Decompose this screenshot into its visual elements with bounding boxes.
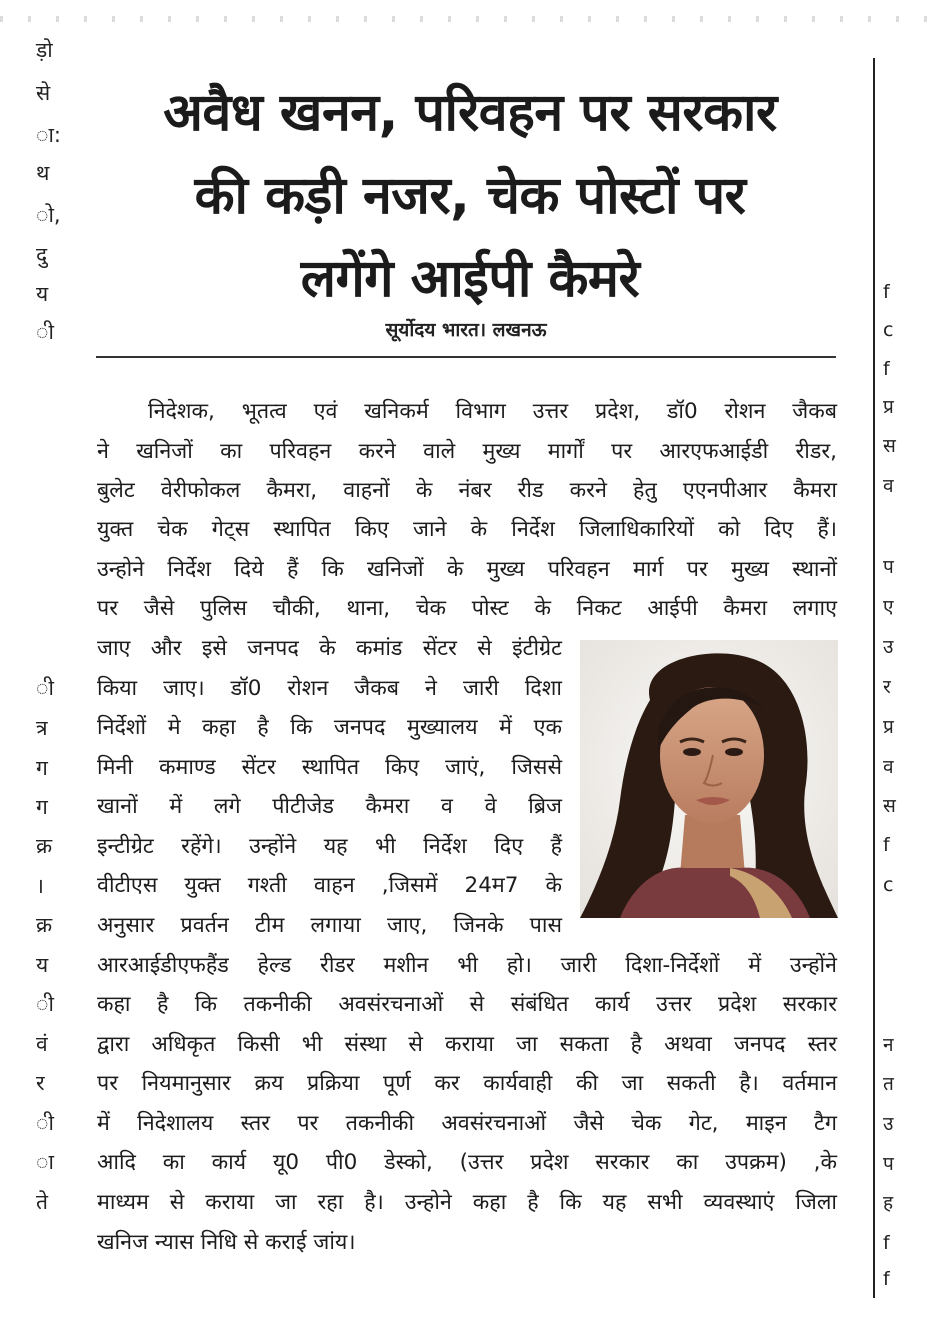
left-fragment: से: [36, 81, 51, 105]
body-line: बुलेट वेरीफोकल कैमरा, वाहनों के नंबर रीड करने हेतु एएनपीआर कैमरा: [97, 478, 837, 503]
right-fragment: प्र: [883, 396, 894, 418]
right-fragment: स: [883, 795, 896, 817]
left-fragment: क्र: [36, 834, 53, 858]
top-edge-fragment: [0, 16, 934, 22]
body-line: खनिज न्यास निधि से कराई जांय।: [97, 1230, 356, 1255]
right-fragment: उ: [883, 636, 894, 658]
headline-line: की कड़ी नजर, चेक पोस्टों पर: [194, 166, 746, 226]
right-fragment: र: [883, 676, 891, 698]
body-line: वीटीएस युक्त गश्ती वाहन ,जिसमें 24म7 के: [97, 873, 562, 898]
body-line: इन्टीग्रेट रहेंगे। उन्होंने यह भी निर्देश दिए हैं: [97, 834, 562, 859]
left-fragment: ी: [36, 1111, 54, 1135]
right-fragment: उ: [883, 1113, 894, 1135]
right-fragment: प्र: [883, 716, 894, 738]
body-line: पर जैसे पुलिस चौकी, थाना, चेक पोस्ट के निकट आईपी कैमरा लगाए: [97, 596, 837, 621]
right-fragment: f: [883, 1232, 890, 1254]
right-fragment: व: [883, 475, 894, 497]
body-line: में निदेशालय स्तर पर तकनीकी अवसंरचनाओं जैसे चेक गेट, माइन टैग: [97, 1111, 837, 1136]
body-line: किया जाए। डॉ0 रोशन जैकब ने जारी दिशा: [97, 676, 562, 701]
body-line: ने खनिजों का परिवहन करने वाले मुख्य मार्गों पर आरएफआईडी रीडर,: [97, 439, 837, 464]
right-fragment: न: [883, 1034, 894, 1056]
left-fragment: ी: [36, 992, 54, 1016]
left-fragment: ी: [36, 320, 54, 344]
body-line: अनुसार प्रवर्तन टीम लगाया जाए, जिनके पास: [97, 913, 562, 938]
body-line: आदि का कार्य यू0 पी0 डेस्को, (उत्तर प्रदेश सरकार का उपक्रम) ,के: [97, 1150, 837, 1175]
article-byline: सूर्योदय भारत। लखनऊ: [385, 319, 547, 341]
right-fragment: प: [883, 556, 894, 578]
body-line: खानों में लगे पीटीजेड कैमरा व वे ब्रिज: [97, 794, 562, 819]
right-fragment: त: [883, 1073, 894, 1095]
left-fragment: ा: [36, 1150, 54, 1174]
right-fragment: f: [883, 281, 890, 303]
body-line: पर नियमानुसार क्रय प्रक्रिया पूर्ण कर कार्यवाही की जा सकती है। वर्तमान: [97, 1071, 837, 1096]
right-fragment: f: [883, 834, 890, 856]
left-fragment: य: [36, 282, 49, 306]
column-divider: [873, 58, 875, 1298]
body-line: मिनी कमाण्ड सेंटर स्थापित किए जाएं, जिससे: [97, 755, 562, 780]
left-fragment: र: [36, 1071, 45, 1095]
body-line: निर्देशों मे कहा है कि जनपद मुख्यालय में एक: [97, 715, 562, 740]
left-fragment: ड़ो: [36, 38, 53, 62]
left-fragment: ग: [36, 795, 48, 819]
right-fragment: स: [883, 435, 896, 457]
left-fragment: त्र: [36, 716, 48, 740]
right-fragment: व: [883, 756, 894, 778]
portrait-illustration: [580, 640, 838, 918]
left-fragment: ते: [36, 1190, 48, 1214]
body-line: उन्होने निर्देश दिये हैं कि खनिजों के मुख्य परिवहन मार्ग पर मुख्य स्थानों: [97, 557, 837, 582]
body-line: आरआईडीएफहैंड हेल्ड रीडर मशीन भी हो। जारी दिशा-निर्देशों में उन्होंने: [97, 953, 837, 978]
left-fragment: क्र: [36, 913, 53, 937]
body-line: निदेशक, भूतत्व एवं खनिकर्म विभाग उत्तर प्रदेश, डॉ0 रोशन जैकब: [148, 399, 837, 424]
left-fragment: वं: [36, 1032, 48, 1056]
left-fragment: ो,: [36, 203, 61, 227]
body-line: द्वारा अधिकृत किसी भी संस्था से कराया जा सकता है अथवा जनपद स्तर: [97, 1032, 837, 1057]
left-fragment: य: [36, 953, 49, 977]
right-fragment: ह: [883, 1192, 894, 1214]
byline-divider: [96, 356, 836, 358]
left-fragment: थ: [36, 161, 50, 185]
right-fragment: f: [883, 358, 890, 380]
portrait-photo: [580, 640, 838, 918]
headline-line: अवैध खनन, परिवहन पर सरकार: [163, 83, 777, 143]
right-fragment: f: [883, 1268, 890, 1290]
headline-line: लगेंगे आईपी कैमरे: [300, 249, 640, 309]
body-line: युक्त चेक गेट्स स्थापित किए जाने के निर्देश जिलाधिकारियों को दिए हैं।: [97, 517, 837, 542]
left-fragment: ा:: [36, 123, 61, 147]
left-fragment: ।: [36, 874, 44, 898]
right-fragment: प: [883, 1153, 894, 1175]
right-fragment: c: [883, 874, 894, 896]
body-line: कहा है कि तकनीकी अवसंरचनाओं से संबंधित कार्य उत्तर प्रदेश सरकार: [97, 992, 837, 1017]
body-line: जाए और इसे जनपद के कमांड सेंटर से इंटीग्रेट: [97, 636, 562, 661]
left-fragment: दु: [36, 243, 48, 267]
left-fragment: ग: [36, 756, 48, 780]
left-fragment: ी: [36, 676, 54, 700]
right-fragment: ए: [883, 596, 894, 618]
body-line: माध्यम से कराया जा रहा है। उन्होने कहा है कि यह सभी व्यवस्थाएं जिला: [97, 1190, 837, 1215]
article-headline: [90, 72, 850, 321]
right-fragment: c: [883, 319, 894, 341]
